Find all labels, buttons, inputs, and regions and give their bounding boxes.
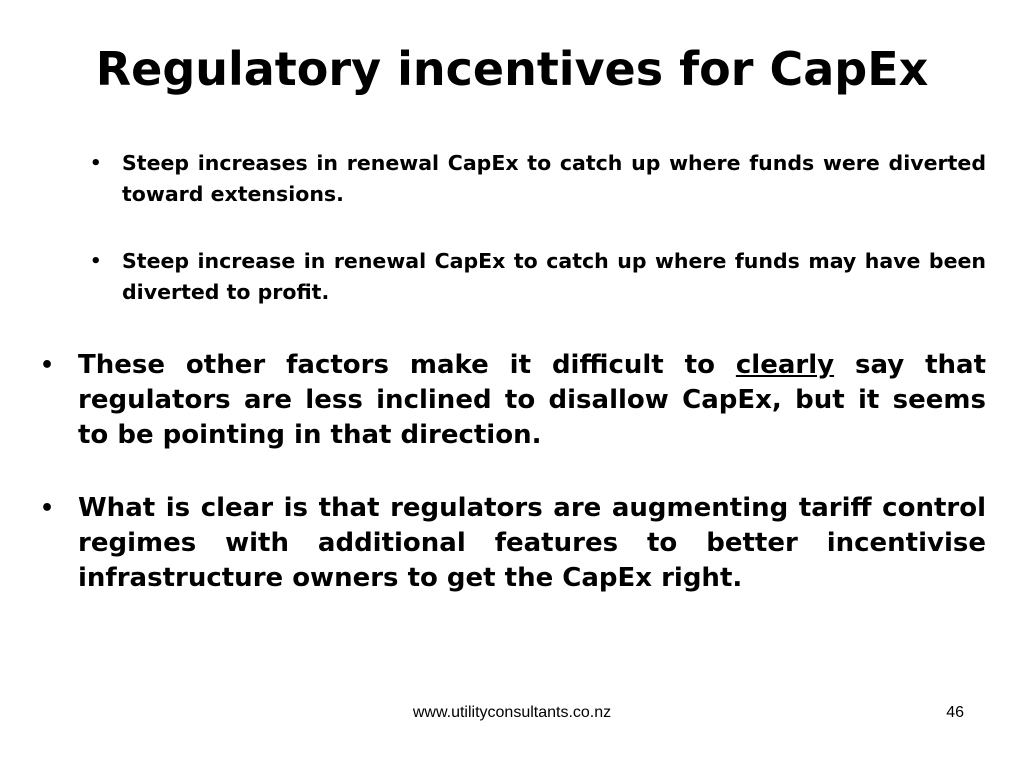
main-bullet-item xyxy=(40,348,986,453)
sub-bullet-item xyxy=(90,246,986,308)
main-bullet-text-after: say that regulators are less inclined to disallow CapEx, but it seems to be pointing in that direction. xyxy=(78,350,986,450)
bullet-icon: • xyxy=(90,153,102,174)
sub-bullet-text: Steep increases in renewal CapEx to catch up where funds were diverted toward extensions. xyxy=(122,151,986,206)
page-number: 46 xyxy=(946,704,964,721)
bullet-icon: • xyxy=(40,496,55,521)
sub-bullet-list xyxy=(90,148,986,344)
bullet-icon: • xyxy=(40,353,55,378)
main-bullet-text: What is clear is that regulators are augmenting tariff control regimes with additional features to better incentivise infrastructure owners to get the CapEx right. xyxy=(78,493,986,593)
emphasis-text: clearly xyxy=(735,350,835,380)
main-bullet-item xyxy=(40,491,986,596)
main-bullet-text-before: These other factors make it difficult to xyxy=(78,350,736,380)
bullet-icon: • xyxy=(90,251,102,272)
sub-bullet-item xyxy=(90,148,986,210)
footer-url: www.utilityconsultants.co.nz xyxy=(412,704,612,721)
main-bullet-list xyxy=(40,348,986,634)
sub-bullet-text: Steep increase in renewal CapEx to catch up where funds may have been diverted to profit. xyxy=(122,249,986,304)
slide-title: Regulatory incentives for CapEx xyxy=(95,42,929,96)
